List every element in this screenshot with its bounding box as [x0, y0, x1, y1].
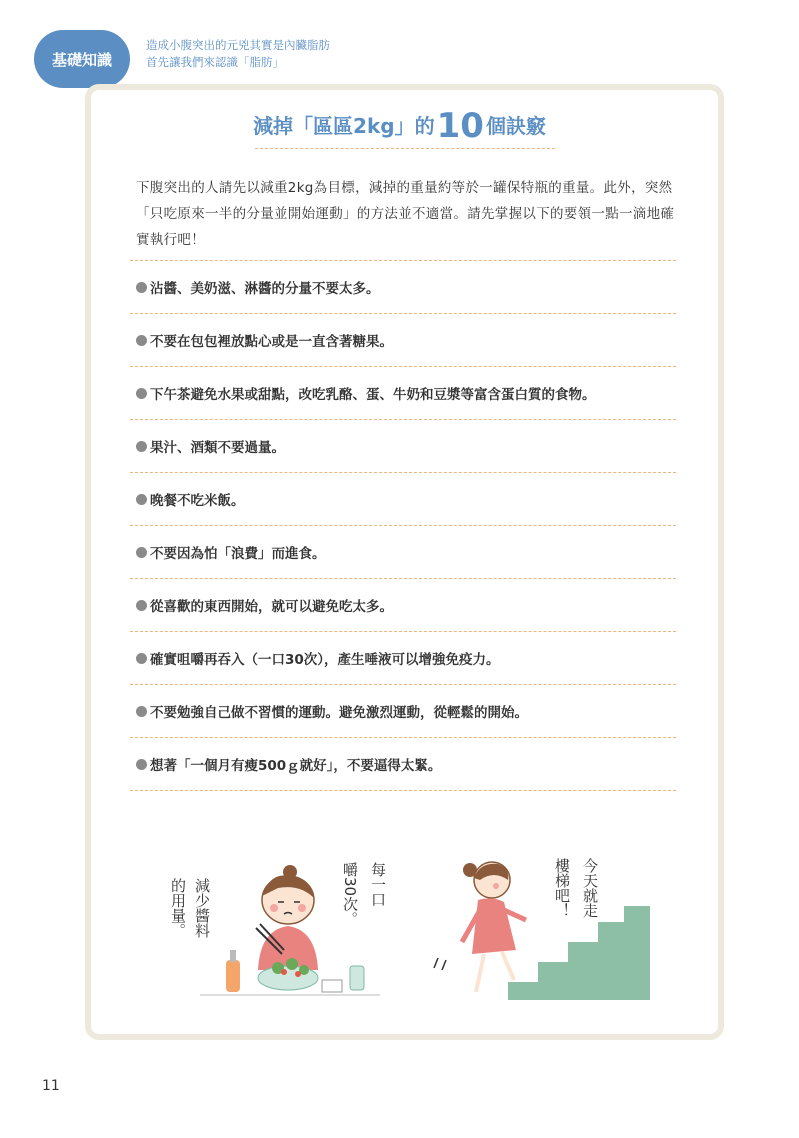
- list-item: [130, 579, 676, 631]
- sauce-bottle: [226, 960, 240, 992]
- list-item: [130, 473, 676, 525]
- title-number: 10: [436, 106, 484, 146]
- dress: [472, 898, 516, 954]
- intro-line-1: 造成小腹突出的元兇其實是內臟脂肪: [146, 38, 330, 52]
- list-item: [130, 261, 676, 313]
- bullet-icon: [136, 388, 147, 399]
- list-item: [130, 632, 676, 684]
- tip-text: 想著「一個月有瘦500ｇ就好」，不要逼得太緊。: [150, 758, 442, 774]
- intro-paragraph: 下腹突出的人請先以減重2kg為目標，減掉的重量約等於一罐保特瓶的重量。此外，突然「只吃原來一半的分量並開始運動」的方法並不適當。請先掌握以下的要領一點一滴地確實執行吧！: [136, 180, 675, 248]
- page-number: 11: [42, 1078, 60, 1094]
- left-speech-col2: 嚼30次。: [341, 862, 359, 927]
- list-item: [130, 738, 676, 790]
- left-caption-col1: 減少醬料: [193, 878, 211, 938]
- eating-woman-illustration: [160, 850, 400, 1000]
- stairs-woman-illustration: [430, 850, 670, 1000]
- tip-text: 下午茶避免水果或甜點，改吃乳酪、蛋、牛奶和豆漿等富含蛋白質的食物。: [150, 387, 596, 403]
- tip-text: 確實咀嚼再吞入（一口30次），產生唾液可以增強免疫力。: [150, 652, 500, 668]
- tip-text: 從喜歡的東西開始，就可以避免吃太多。: [150, 599, 393, 615]
- bullet-icon: [136, 441, 147, 452]
- tip-text: 不要在包包裡放點心或是一直含著糖果。: [150, 334, 393, 350]
- bullet-icon: [136, 600, 147, 611]
- right-caption-col2: 樓梯吧！: [553, 858, 571, 918]
- list-item: [130, 526, 676, 578]
- bullet-icon: [136, 282, 147, 293]
- section-intro: [146, 37, 330, 71]
- title-underline: [255, 148, 555, 149]
- list-item: [130, 314, 676, 366]
- tofu: [322, 980, 342, 992]
- bullet-icon: [136, 547, 147, 558]
- left-speech-col1: 每一口: [369, 862, 387, 907]
- stairs: [508, 906, 650, 1000]
- tips-list: [130, 260, 676, 791]
- tip-text: 不要因為怕「浪費」而進食。: [150, 546, 326, 562]
- section-badge-label: 基礎知識: [51, 50, 112, 69]
- intro-line-2: 首先讓我們來認識「脂肪」: [146, 55, 284, 69]
- bullet-icon: [136, 335, 147, 346]
- cup: [350, 966, 364, 990]
- bullet-icon: [136, 759, 147, 770]
- tip-text: 晚餐不吃米飯。: [150, 493, 245, 509]
- section-badge: [34, 30, 130, 88]
- list-item: [130, 367, 676, 419]
- card-title: [0, 106, 799, 146]
- left-caption-col2: 的用量。: [169, 878, 187, 938]
- title-suffix: 個訣竅: [485, 114, 546, 138]
- salad-bowl: [258, 966, 318, 990]
- title-prefix: 減掉「區區2kg」的: [253, 114, 435, 138]
- divider: [130, 790, 676, 791]
- bullet-icon: [136, 494, 147, 505]
- bullet-icon: [136, 706, 147, 717]
- bullet-icon: [136, 653, 147, 664]
- list-item: [130, 685, 676, 737]
- tip-text: 果汁、酒類不要過量。: [150, 440, 285, 456]
- tip-text: 沾醬、美奶滋、淋醬的分量不要太多。: [150, 281, 380, 297]
- tip-text: 不要勉強自己做不習慣的運動。避免激烈運動，從輕鬆的開始。: [150, 705, 528, 721]
- right-caption-col1: 今天就走: [581, 858, 599, 918]
- list-item: [130, 420, 676, 472]
